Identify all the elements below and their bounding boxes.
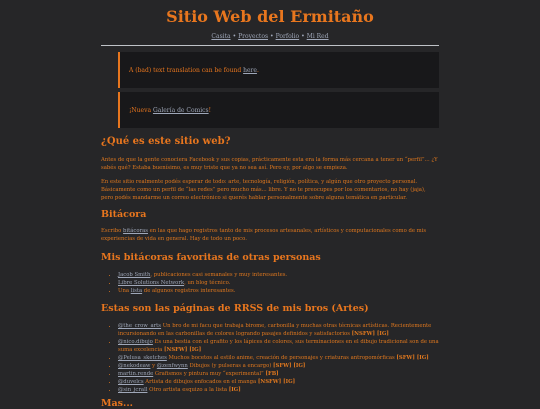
tags: [NSFW] [IG] <box>163 347 202 353</box>
site-title: Sitio Web del Ermitaño <box>166 7 374 26</box>
about-heading: ¿Qué es este sitio web? <box>101 136 231 147</box>
libre-solutions-link[interactable]: Libre Solutions Network <box>118 280 185 286</box>
list-item-text: Un bro de mi facu que trabaja birome, carbonilla y muchas otras técnicas artísticas. Recientemente incursionando en las carbonillas de colores logrando pasajes definidos y satisfactorios <box>118 323 432 337</box>
translation-notice-end: . <box>256 66 259 74</box>
top-nav <box>0 33 540 40</box>
artist-link[interactable]: @nico.dibujo <box>118 339 153 345</box>
nav-separator: • <box>301 33 305 40</box>
blog-text-start: Escribo <box>101 228 124 234</box>
blog-paragraph <box>101 227 439 243</box>
list-item-text: Una <box>118 288 131 294</box>
list-item <box>118 386 448 394</box>
tags: [NSFW] [IG] <box>351 331 389 337</box>
more-heading: Mas... <box>101 398 133 409</box>
translation-notice-text: A (bad) text translation can be found <box>129 66 244 74</box>
list-item <box>118 338 448 354</box>
list-item-text: Muchos bocetos al estilo anime, creación de personajes y criaturas antropomórficas <box>166 355 397 361</box>
artist-link[interactable]: @sin_jcrall <box>118 387 148 393</box>
list-item <box>118 370 448 378</box>
list-item-text: Es una bestia con el grafito y los lápices de colores, sus terminaciones en el dibujo tradicional son de una suma excelencia <box>118 339 439 353</box>
about-paragraph-1: Antes de que la gente conociera Facebook y sus copias, prácticamente esta era la forma más cercana a tener un “perfil”... ¿Y sabés qué? Estaba buenísimo, es muy triste que ya no sea así. Pero ey, por algo se empieza. <box>101 157 438 171</box>
jacob-smith-link[interactable]: Jacob Smith <box>118 272 151 278</box>
artist-link[interactable]: martin.rende <box>118 371 154 377</box>
nav-separator: • <box>270 33 274 40</box>
list-item <box>118 287 448 295</box>
nav-separator: • <box>232 33 237 40</box>
translation-notice <box>118 52 439 88</box>
art-heading: Estas son las páginas de RRSS de mis bros (Artes) <box>101 303 369 314</box>
blog-link[interactable]: bitácoras <box>123 228 148 234</box>
list-item-text: Otro artista esquizo a la lista <box>147 387 229 393</box>
comic-gallery-link[interactable]: Galería de Comics <box>152 106 209 114</box>
fav-blogs-list <box>110 271 448 295</box>
nav-link-proyectos[interactable]: Proyectos <box>238 33 269 40</box>
list-item <box>118 322 448 338</box>
list-item <box>118 279 448 287</box>
list-item <box>118 271 448 279</box>
blog-text-end: en las que hago registros tanto de mis procesos artesanales, artísticos y computacionales como de mis experiencias de vida en general. Hay de todo un poco. <box>101 228 427 242</box>
tags: [IG] <box>228 387 241 393</box>
gallery-notice-end: ! <box>208 106 212 114</box>
gallery-notice <box>118 92 439 128</box>
artist-link[interactable]: @duvelcs <box>118 379 144 385</box>
list-item-text: Dibujos (y pulseras a encargo) <box>187 363 274 369</box>
translation-link[interactable]: here <box>243 66 257 74</box>
artist-link[interactable]: @the_crow_arts <box>118 323 162 329</box>
tags: [NSFW] [IG] <box>257 379 296 385</box>
list-item-text: Grafismos y pintura muy “experimental” <box>153 371 266 377</box>
art-list <box>110 322 448 394</box>
tags: [SFW] [IG] <box>273 363 306 369</box>
tags: [SFW] [IG] <box>396 355 429 361</box>
list-item-text: de algunos registros interesantes. <box>142 288 236 294</box>
list-item-text: , publicaciones casi semanales y muy interesantes. <box>150 272 288 278</box>
nav-link-casita[interactable]: Casita <box>211 33 231 40</box>
nav-link-mi-red[interactable]: Mi Red <box>306 33 329 40</box>
list-item <box>118 378 448 386</box>
list-item-text: , un blog técnico. <box>184 280 231 286</box>
list-item <box>118 354 448 362</box>
about-paragraph-2: En este sitio realmente podés esperar de todo: arte, tecnología, religión, política, y algún que otro proyecto personal. Básicamente como un perfil de “las redes” pero mucho más... libre. Y no te preocupes por los comentarios, no hay (jaja), pero podés mandarme un correo electrónico si querés hablar personalmente sobre alguna temática en particular. <box>101 179 426 201</box>
tags: [FB] <box>265 371 279 377</box>
header-divider <box>101 45 439 46</box>
gallery-notice-text: ¡Nueva <box>129 106 153 114</box>
artist-link[interactable]: @Pelusa_sketches <box>118 355 167 361</box>
list-item <box>118 362 448 370</box>
blog-heading: Bitácora <box>101 209 147 220</box>
lista-link[interactable]: lista <box>130 288 143 294</box>
nav-link-porfolio[interactable]: Porfolio <box>275 33 300 40</box>
fav-blogs-heading: Mis bitácoras favoritas de otras personas <box>101 252 321 263</box>
artist-link[interactable]: @nekodeaw <box>118 363 151 369</box>
list-item-text: y <box>150 363 157 369</box>
artist-link[interactable]: @zenfwynn <box>156 363 188 369</box>
list-item-text: Artista de dibujos enfocados en el manga <box>143 379 258 385</box>
